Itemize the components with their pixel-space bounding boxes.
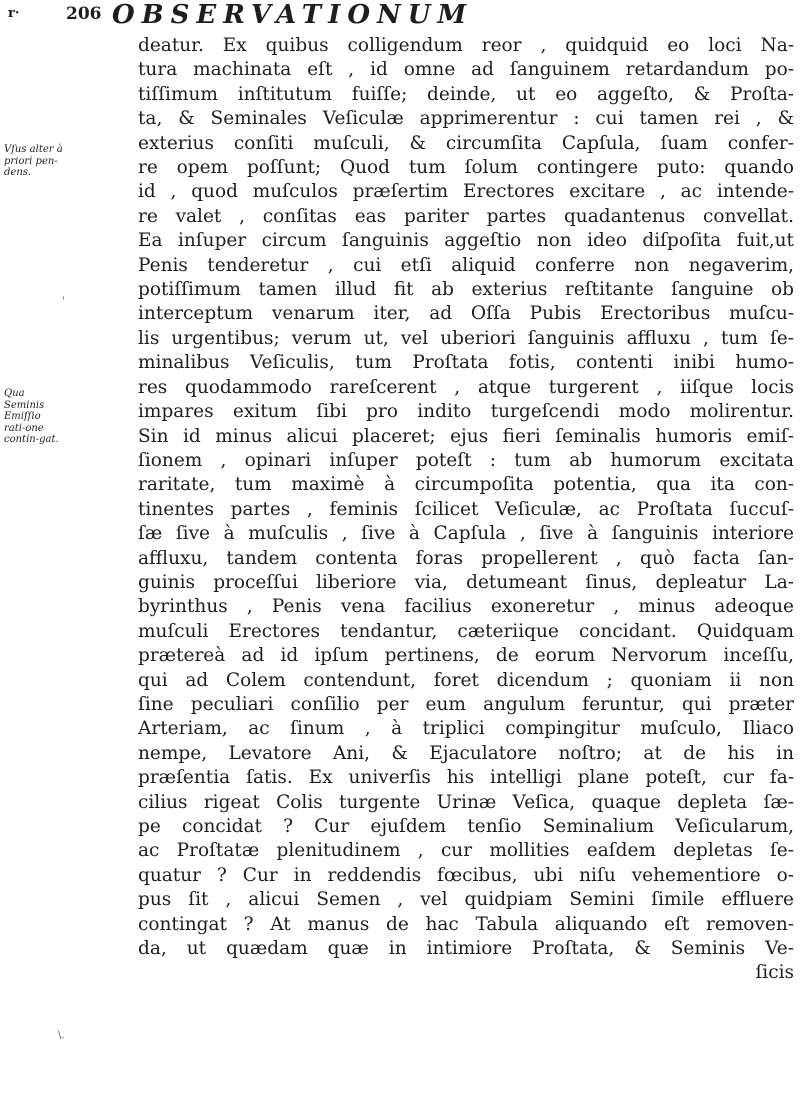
margin-mark: ' [62, 296, 65, 307]
text-line: byrinthus , Penis vena facilius exoneretur , minus adeoque [138, 596, 794, 618]
text-line: id , quod muſculos præſertim Erectores excitare , ac intende- [138, 181, 794, 203]
text-line: cilius rigeat Colis turgente Urinæ Veſica, quaque depleta ſæ- [138, 791, 794, 813]
margin-note-seminis: Qua Seminis Emiſſio rati-one contin-gat. [4, 388, 59, 445]
text-line: impares exitum ſibi pro indito turgeſcendi modo molirentur. [138, 401, 794, 423]
text-line: minalibus Veſiculis, tum Proſtata fotis, contenti inibi humo- [138, 352, 794, 374]
text-line: præſentia ſatis. Ex univerſis his intelligi plane poteſt, cur fa- [138, 767, 794, 789]
text-line: da, ut quædam quæ in intimiore Proſtata, & Seminis Ve- [138, 938, 794, 960]
text-line: prætereà ad id ipſum pertinens, de eorum Nervorum inceſſu, [138, 645, 794, 667]
text-line: re valet , conſitas eas pariter partes quadantenus convellat. [138, 205, 794, 227]
text-line: affluxu, tandem contenta foras propellerent , quò facta ſan- [138, 547, 794, 569]
text-line: tiſſimum inſtitutum fuiſſe; deinde, ut eo aggeſto, & Proſta- [138, 83, 794, 105]
text-line: ſicis [755, 962, 794, 984]
text-line: exterius conſiti muſculi, & circumſita Capſula, ſuam confer- [138, 132, 794, 154]
text-line: lis urgentibus; verum ut, vel uberiori ſanguinis affluxu , tum ſe- [138, 327, 794, 349]
running-title: OBSERVATIONUM [112, 0, 474, 30]
text-line: contingat ? At manus de hac Tabula aliquando eſt removen- [138, 913, 794, 935]
body-text [138, 34, 794, 986]
text-line: Penis tenderetur , cui etſi aliquid conferre non negaverim, [138, 254, 794, 276]
text-line: tura machinata eſt , id omne ad ſanguinem retardandum po- [138, 59, 794, 81]
text-line: muſculi Erectores tendantur, cæteriique concidant. Quidquam [138, 620, 794, 642]
text-line: guinis proceſſui liberiore via, detumeant ſinus, depleatur La- [138, 571, 794, 593]
text-line: deatur. Ex quibus colligendum reor , quidquid eo loci Na- [138, 35, 794, 56]
text-line: res quodammodo rareſcerent , atque turgerent , iiſque locis [138, 376, 794, 398]
text-line: ſæ ſive à muſculis , ſive à Capſula , ſive à ſanguinis interiore [138, 523, 794, 545]
text-line: ta, & Seminales Veſiculæ apprimerentur : cui tamen rei , & [138, 108, 794, 130]
text-line: ſine peculiari conſilio per eum angulum feruntur, qui præter [138, 693, 794, 715]
text-line: quatur ? Cur in reddendis fœcibus, ubi niſu vehementiore o- [138, 864, 794, 886]
text-line: tinentes partes , feminis ſcilicet Veſiculæ, ac Proſtata ſuccuſ- [138, 498, 794, 520]
text-line: Ea inſuper circum ſanguinis aggeſtio non ideo diſpoſita fuit,ut [138, 230, 794, 252]
text-line: nempe, Levatore Ani, & Ejaculatore noſtro; at de his in [138, 742, 794, 764]
margin-mark: \. [58, 1030, 65, 1041]
text-line: raritate, tum maximè à circumpoſita potentia, qua ita con- [138, 474, 794, 496]
text-line: ſionem , opinari inſuper poteſt : tum ab humorum excitata [138, 449, 794, 471]
corner-mark: r· [8, 6, 20, 21]
text-line: Sin id minus alicui placeret; ejus fieri ſeminalis humoris emiſ- [138, 425, 794, 447]
text-line: potiſſimum tamen illud fit ab exterius reſtitante ſanguine ob [138, 279, 794, 301]
text-line: qui ad Colem contendunt, foret dicendum ; quoniam ii non [138, 669, 794, 691]
text-line: Arteriam, ac ſinum , à triplici compingitur muſculo, Iliaco [138, 718, 794, 740]
text-line: interceptum venarum iter, ad Oſſa Pubis Erectoribus muſcu- [138, 303, 794, 325]
margin-note-usus: Vſus alter à priori pen-dens. [4, 144, 63, 178]
text-line: re opem poſſunt; Quod tum ſolum contingere puto: quando [138, 157, 794, 179]
text-line: ac Proſtatæ plenitudinem , cur mollities eaſdem depletas ſe- [138, 840, 794, 862]
text-line: pe concidat ? Cur ejuſdem tenſio Seminalium Veſicularum, [138, 816, 794, 837]
text-line: pus ſit , alicui Semen , vel quidpiam Semini ſimile effluere [138, 889, 794, 911]
page-number: 206 [66, 4, 102, 24]
